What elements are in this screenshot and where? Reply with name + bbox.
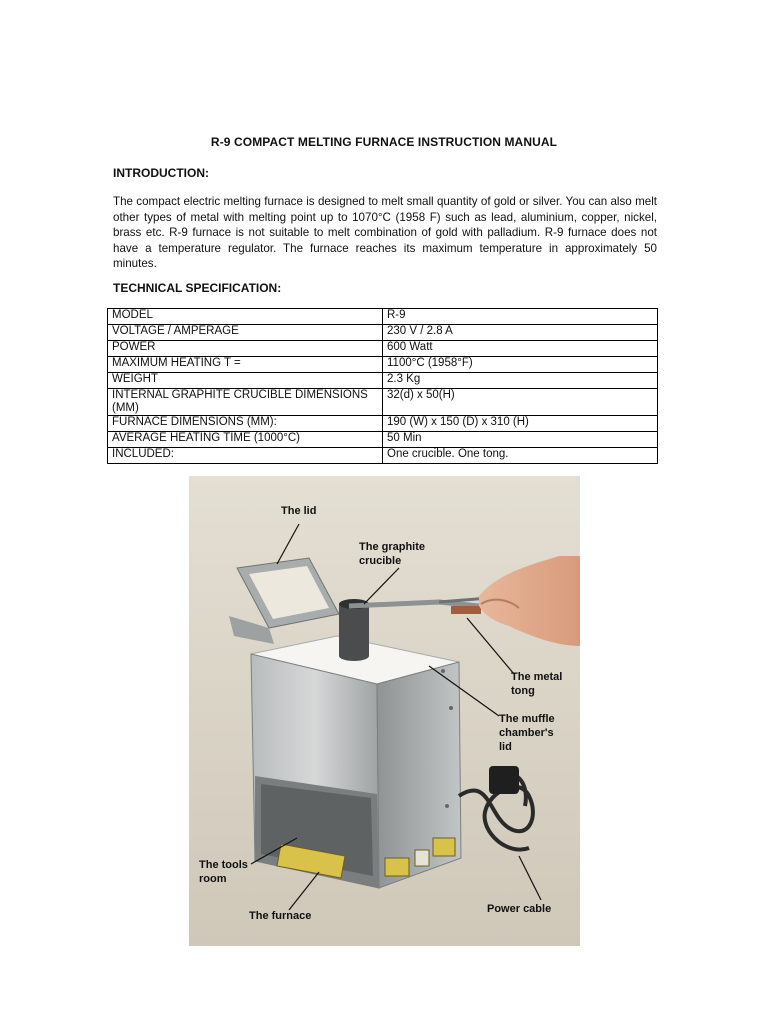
- spec-value: 190 (W) x 150 (D) x 310 (H): [383, 416, 658, 432]
- label-crucible: The graphite crucible: [359, 541, 426, 567]
- spec-label: FURNACE DIMENSIONS (MM):: [108, 416, 383, 432]
- spec-value: R-9: [383, 309, 658, 325]
- spec-label: POWER: [108, 341, 383, 357]
- table-row: [108, 448, 658, 464]
- spec-value: 2.3 Kg: [383, 373, 658, 389]
- spec-label: INTERNAL GRAPHITE CRUCIBLE DIMENSIONS (MM): [108, 389, 383, 416]
- spec-label: MAXIMUM HEATING T =: [108, 357, 383, 373]
- table-row: [108, 416, 658, 432]
- table-row: [108, 309, 658, 325]
- label-furnace: The furnace: [249, 910, 312, 922]
- introduction-heading: INTRODUCTION:: [113, 166, 209, 180]
- specification-table: [107, 308, 658, 464]
- spec-value: One crucible. One tong.: [383, 448, 658, 464]
- spec-value: 1100°C (1958°F): [383, 357, 658, 373]
- table-row: [108, 432, 658, 448]
- spec-value: 50 Min: [383, 432, 658, 448]
- spec-value: 32(d) x 50(H): [383, 389, 658, 416]
- label-muffle-lid: The muffle chamber's lid: [499, 713, 555, 753]
- label-power-cable: Power cable: [487, 903, 552, 915]
- page-title: R-9 COMPACT MELTING FURNACE INSTRUCTION MANUAL: [210, 135, 558, 149]
- spec-label: VOLTAGE / AMPERAGE: [108, 325, 383, 341]
- specification-heading: TECHNICAL SPECIFICATION:: [113, 281, 282, 295]
- spec-value: 600 Watt: [383, 341, 658, 357]
- spec-label: WEIGHT: [108, 373, 383, 389]
- table-row: [108, 389, 658, 416]
- introduction-text: The compact electric melting furnace is designed to melt small quantity of gold or silver. You can also melt other types of metal with melting point up to 1070°C (1958 F) such as lead, aluminium, copper, nickel, brass etc. R-9 furnace is not suitable to melt combination of gold with palladium. R-9 furnace does not have a temperature regulator. The furnace reaches its maximum temperature in approximately 50 minutes.: [113, 195, 657, 271]
- spec-value: 230 V / 2.8 A: [383, 325, 658, 341]
- label-lid: The lid: [281, 505, 317, 517]
- label-tong: The metal tong: [511, 671, 563, 697]
- table-row: [108, 357, 658, 373]
- crucible-shape: [339, 599, 369, 661]
- furnace-photo: [189, 476, 580, 946]
- spec-label: MODEL: [108, 309, 383, 325]
- spec-label: INCLUDED:: [108, 448, 383, 464]
- table-row: [108, 341, 658, 357]
- label-tools-room: The tools room: [199, 859, 248, 885]
- spec-label: AVERAGE HEATING TIME (1000°C): [108, 432, 383, 448]
- table-row: [108, 373, 658, 389]
- table-row: [108, 325, 658, 341]
